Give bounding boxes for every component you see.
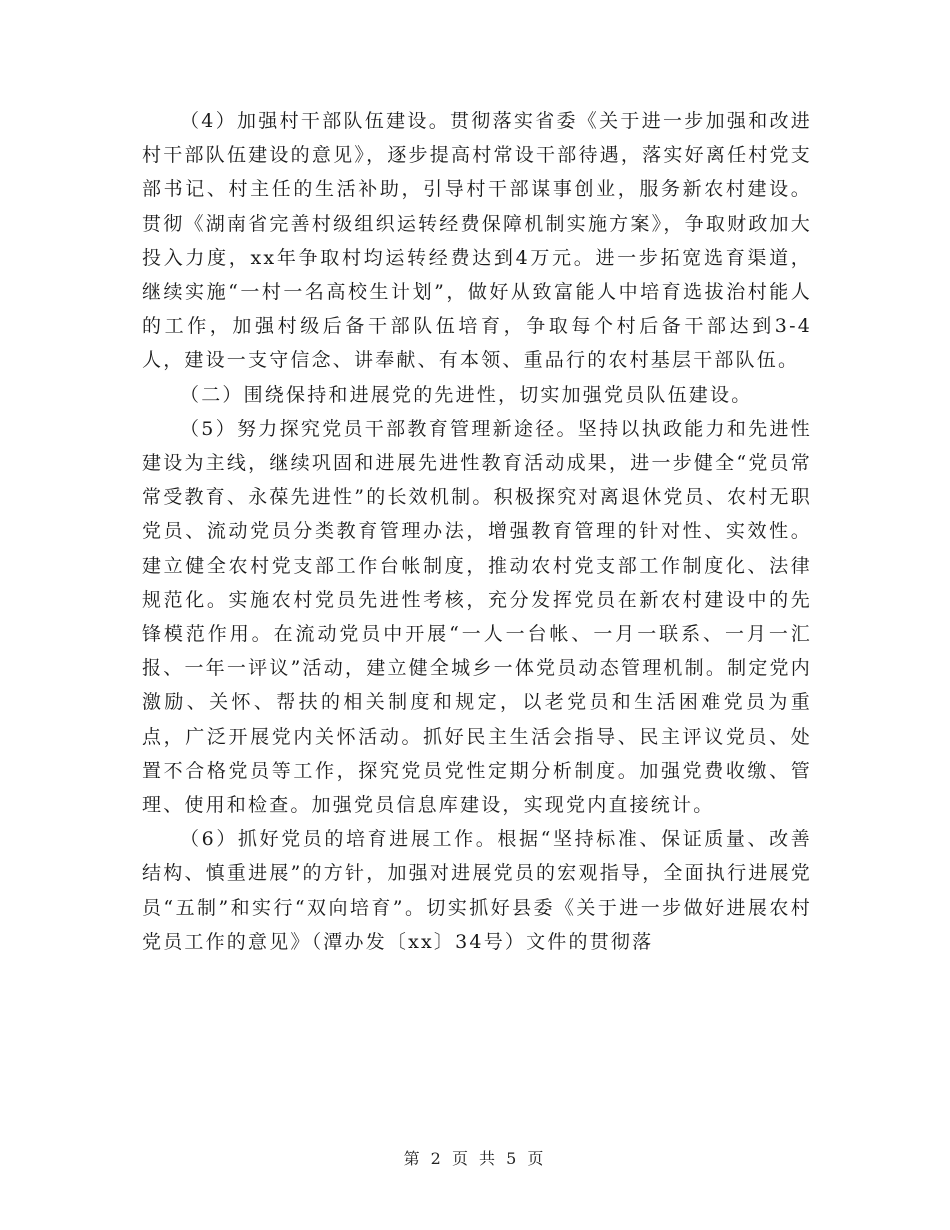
paragraph-education-management: （5）努力探究党员干部教育管理新途径。坚持以执政能力和先进性建设为主线，继续巩固和进展先进性教育活动成果，进一步健全“党员常常受教育、永葆先进性”的长效机制。积极探究对离退休党员、农村无职党员、流动党员分类教育管理办法，增强教育管理的针对性、实效性。建立健全农村党支部工作台帐制度，推动农村党支部工作制度化、法律规范化。实施农村党员先进性考核，充分发挥党员在新农村建设中的先锋模范作用。在流动党员中开展“一人一台帐、一月一联系、一月一汇报、一年一评议”活动，建立健全城乡一体党员动态管理机制。制定党内激励、关怀、帮扶的相关制度和规定，以老党员和生活困难党员为重点，广泛开展党内关怀活动。抓好民主生活会指导、民主评议党员、处置不合格党员等工作，探究党员党性定期分析制度。加强党费收缴、管理、使用和检查。加强党员信息库建设，实现党内直接统计。 xyxy=(142,417,812,817)
section-heading-party-members: （二）围绕保持和进展党的先进性，切实加强党员队伍建设。 xyxy=(180,383,753,406)
page-footer: 第 2 页 共 5 页 xyxy=(403,1149,547,1168)
paragraph-member-cultivation: （6）抓好党员的培育进展工作。根据“坚持标准、保证质量、改善结构、慎重进展”的方针，加强对进展党员的宏观指导，全面执行进展党员“五制”和实行“双向培育”。切实抓好县委《关于进一步做好进展农村党员工作的意见》（潭办发〔xx〕34号）文件的贯彻落 xyxy=(142,828,812,953)
document-body xyxy=(142,104,812,959)
paragraph-village-cadres: （4）加强村干部队伍建设。贯彻落实省委《关于进一步加强和改进村干部队伍建设的意见》，逐步提高村常设干部待遇，落实好离任村党支部书记、村主任的生活补助，引导村干部谋事创业，服务新农村建设。贯彻《湖南省完善村级组织运转经费保障机制实施方案》，争取财政加大投入力度，xx年争取村均运转经费达到4万元。进一步拓宽选育渠道，继续实施“一村一名高校生计划”，做好从致富能人中培育选拔治村能人的工作，加强村级后备干部队伍培育，争取每个村后备干部达到3-4人，建设一支守信念、讲奉献、有本领、重品行的农村基层干部队伍。 xyxy=(142,110,812,372)
